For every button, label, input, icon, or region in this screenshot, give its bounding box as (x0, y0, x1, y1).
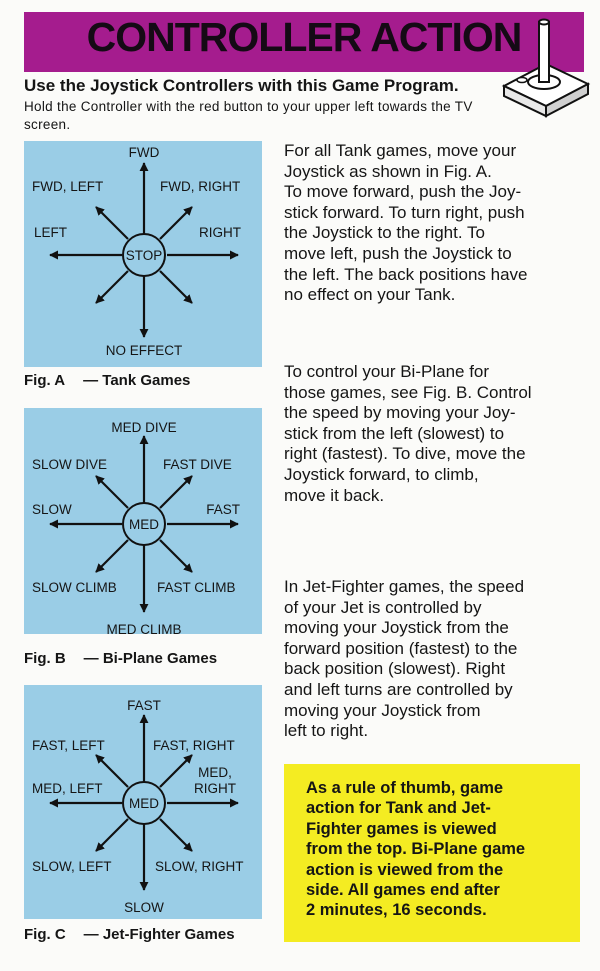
rule-of-thumb-box (284, 764, 580, 942)
label-left: MED, LEFT (32, 781, 103, 796)
label-top-right: FAST DIVE (163, 457, 232, 472)
fig-c-diagram (24, 685, 262, 919)
fig-b-caption-id: Fig. B (24, 650, 66, 667)
joystick-icon (496, 8, 592, 120)
fig-a-diagram (24, 141, 262, 367)
label-bottom: SLOW (124, 900, 164, 915)
label-bottom-right: FAST CLIMB (157, 580, 236, 595)
arrow-down-left (96, 540, 128, 572)
label-bottom-left: SLOW CLIMB (32, 580, 117, 595)
arrow-down-right (160, 540, 192, 572)
arrow-down-right (160, 819, 192, 851)
label-right: FAST (206, 502, 240, 517)
label-right-line1: MED, (198, 765, 232, 780)
label-top-right: FWD, RIGHT (160, 179, 241, 194)
label-bottom: MED CLIMB (106, 622, 182, 637)
label-bottom-right: SLOW, RIGHT (155, 859, 244, 874)
fig-c-caption-id: Fig. C (24, 926, 66, 943)
label-top-right: FAST, RIGHT (153, 738, 235, 753)
arrow-down-left (96, 819, 128, 851)
label-left: SLOW (32, 502, 72, 517)
rule-of-thumb-text: As a rule of thumb, game action for Tank and Jet- Fighter games is viewed from the top. Bi-Plane game action is viewed from the side. All games end after 2 minutes, 16 seconds. (306, 779, 526, 920)
arrow-up-left (96, 476, 128, 508)
label-left: LEFT (34, 225, 68, 240)
label-top: FAST (127, 698, 161, 713)
label-bottom: NO EFFECT (105, 343, 183, 358)
fig-c-caption: Fig. C — Jet-Fighter Games (24, 926, 235, 943)
label-right: RIGHT (199, 225, 241, 240)
label-right-line2: RIGHT (194, 781, 236, 796)
fig-b-caption: Fig. B — Bi-Plane Games (24, 650, 218, 667)
fig-b-diagram (24, 408, 262, 637)
fig-a-caption-name: Tank Games (102, 372, 191, 389)
tank-paragraph: For all Tank games, move your Joystick as shown in Fig. A. To move forward, push the Joy- stick forward. To turn right, push the Joystick to the right. To move left, push the Joystick to the left. The back positions have no effect on your Tank. (284, 141, 528, 305)
fig-b-caption-name: Bi-Plane Games (102, 650, 218, 667)
arrow-up-right (160, 207, 192, 239)
arrow-up-right (160, 755, 192, 787)
arrow-up-right (160, 476, 192, 508)
center-label: MED (129, 796, 159, 811)
jet-paragraph: In Jet-Fighter games, the speed of your Jet is controlled by moving your Joystick from the forward position (fastest) to the back position (slowest). Right and left turns are controlled by moving your Joystick from left to right. (284, 577, 525, 741)
fig-c-caption-name: Jet-Fighter Games (102, 926, 235, 943)
label-top-left: SLOW DIVE (32, 457, 108, 472)
label-bottom-left: SLOW, LEFT (32, 859, 112, 874)
label-top-left: FAST, LEFT (32, 738, 105, 753)
label-top-left: FWD, LEFT (32, 179, 104, 194)
label-top: MED DIVE (111, 420, 177, 435)
subtitle: Use the Joystick Controllers with this Game Program. (24, 76, 459, 95)
center-label: MED (129, 517, 159, 532)
center-label: STOP (125, 248, 163, 263)
label-top: FWD (128, 145, 160, 160)
arrow-up-left (96, 207, 128, 239)
page-title: CONTROLLER ACTION (86, 14, 522, 60)
arrow-down-right (160, 271, 192, 303)
arrow-down-left (96, 271, 128, 303)
fig-a-caption: Fig. A — Tank Games (24, 372, 191, 389)
biplane-paragraph: To control your Bi-Plane for those games, see Fig. B. Control the speed by moving your Joy- stick from the left (slowest) to right (fastest). To dive, move the Joystick forward, to climb, move it back. (284, 362, 532, 505)
instructions: Hold the Controller with the red button to your upper left towards the TV screen. (24, 99, 473, 132)
fig-a-caption-id: Fig. A (24, 372, 66, 389)
